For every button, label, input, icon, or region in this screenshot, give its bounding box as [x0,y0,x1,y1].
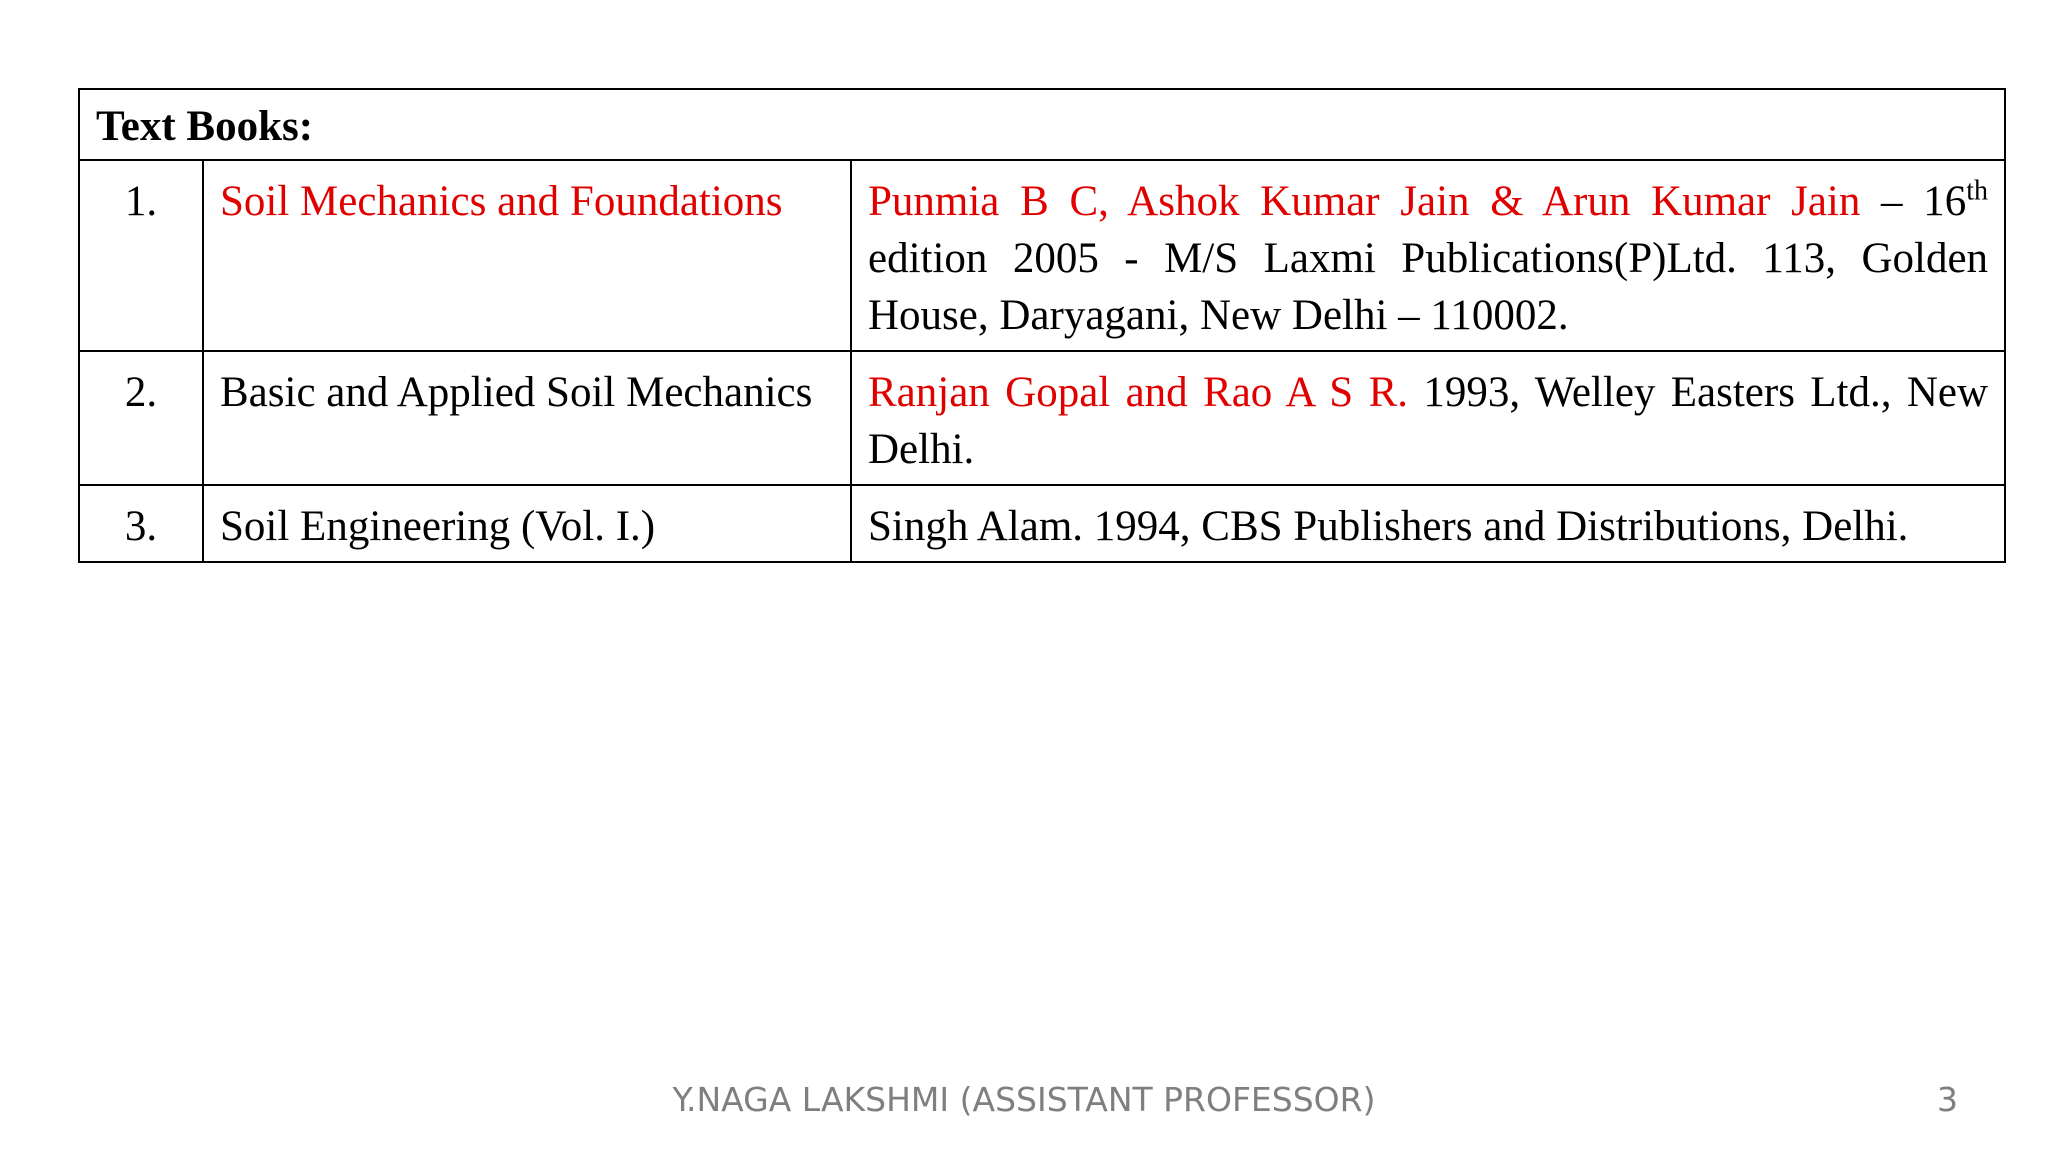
edition-suffix: th [1966,175,1989,207]
book-authors: Punmia B C, Ashok Kumar Jain & Arun Kumar Jain [868,178,1861,225]
publisher-info: edition 2005 - M/S Laxmi Publications(P)Ltd. 113, Golden House, Daryagani, New Delhi – 110002. [868,235,1989,339]
book-authors: Ranjan Gopal and Rao A S R. [868,369,1409,416]
publication-details [851,160,2005,351]
publication-details [851,351,2005,485]
publication-details: Singh Alam. 1994, CBS Publishers and Distributions, Delhi. [851,485,2005,562]
table-row [79,485,2005,562]
table-heading: Text Books: [79,89,2005,160]
edition-number: – 16 [1860,178,1967,225]
book-title: Soil Mechanics and Foundations [203,160,851,351]
text-books-table [78,88,2006,563]
table-header-row [79,89,2005,160]
row-number: 1. [79,160,203,351]
row-number: 3. [79,485,203,562]
table-row [79,351,2005,485]
book-title: Soil Engineering (Vol. I.) [203,485,851,562]
book-title: Basic and Applied Soil Mechanics [203,351,851,485]
row-number: 2. [79,351,203,485]
publisher-info: 1993, Welley Easters Ltd., New Delhi. [868,369,1989,473]
footer-author: Y.NAGA LAKSHMI (ASSISTANT PROFESSOR) [672,1080,1376,1119]
table-row [79,160,2005,351]
page-number: 3 [1937,1080,1958,1119]
